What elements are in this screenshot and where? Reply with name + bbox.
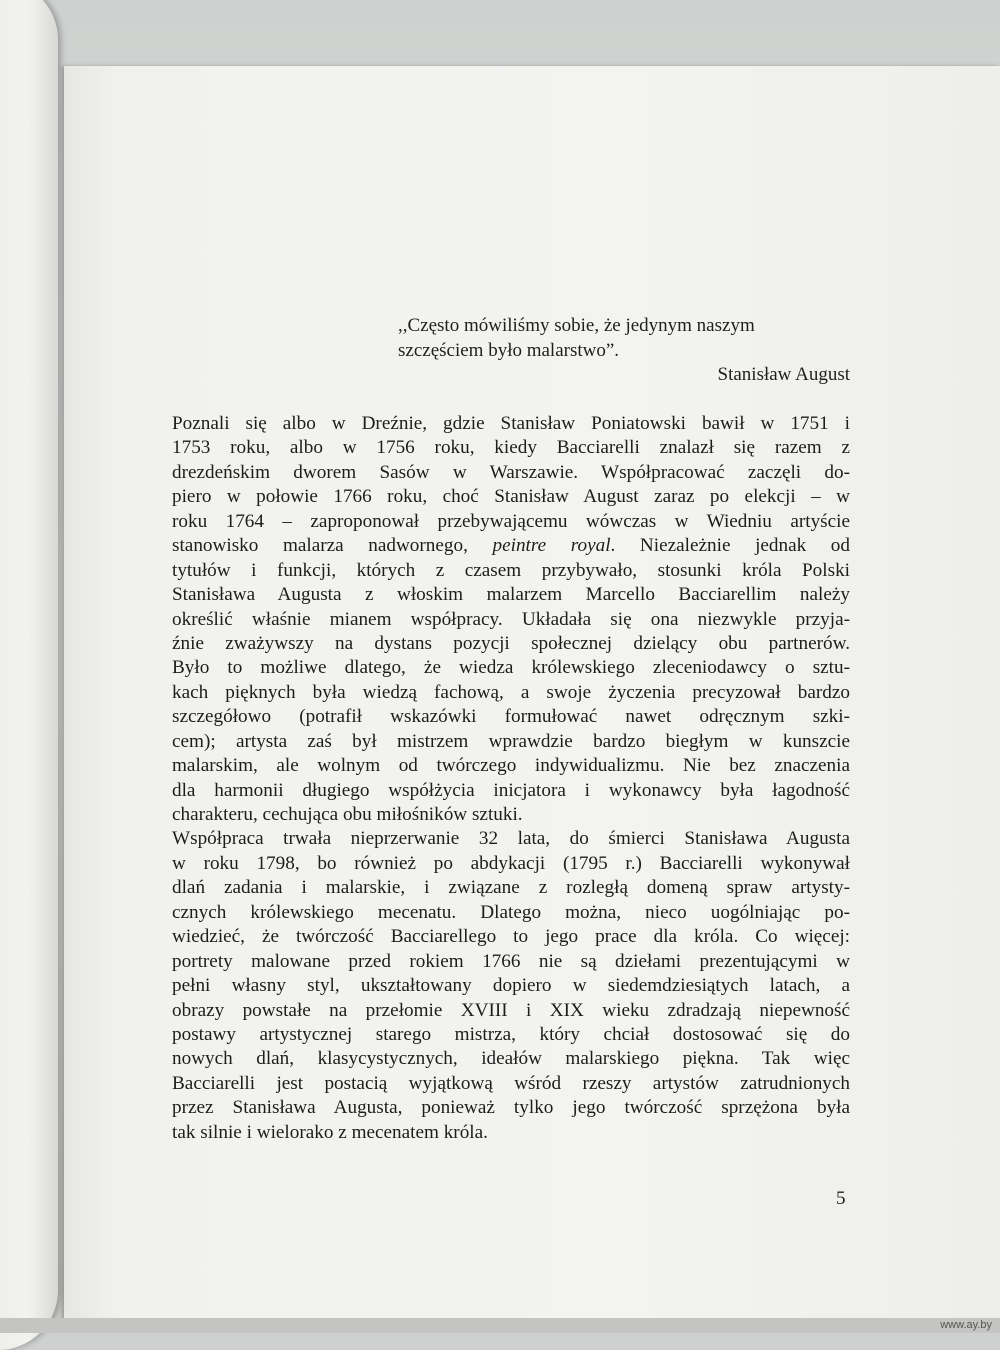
epigraph-line: szczęściem było malarstwo”. — [398, 339, 620, 361]
text-segment: stanowisko malarza nadwornego, — [172, 535, 468, 557]
text-line: tak silnie i wielorako z mecenatem króla. — [172, 1121, 488, 1143]
epigraph-author: Stanisław August — [717, 364, 850, 385]
text-line: malarskim, ale wolnym od twórczego indywidualizmu. Nie bez znaczenia — [172, 755, 850, 777]
epigraph-line: ,,Często mówiliśmy sobie, że jedynym naszym — [398, 315, 755, 336]
text-line: nowych dlań, klasycystycznych, ideałów malarskiego piękna. Tak więc — [172, 1048, 850, 1070]
text-line: obrazy powstałe na przełomie XVIII i XIX wieku zdradzają niepewność — [172, 999, 850, 1021]
italic-phrase: peintre royal — [492, 535, 611, 557]
text-line — [172, 534, 850, 558]
body-text — [172, 412, 850, 1145]
text-line: wiedzieć, że twórczość Bacciarellego to jego prace dla króla. Co więcej: — [172, 926, 850, 948]
text-line: Stanisława Augusta z włoskim malarzem Marcello Bacciarellim należy — [172, 584, 850, 606]
text-line: pełni własny styl, ukształtowany dopiero w siedemdziesiątych latach, a — [172, 975, 850, 997]
text-line: piero w połowie 1766 roku, choć Stanisław August zaraz po elekcji – w — [172, 486, 850, 508]
page-number: 5 — [836, 1188, 846, 1209]
text-line: portrety malowane przed rokiem 1766 nie są dziełami prezentującymi w — [172, 950, 850, 972]
table-surface — [0, 1318, 1000, 1333]
left-page-edge — [0, 0, 58, 1350]
text-line: Poznali się albo w Dreźnie, gdzie Stanisław Poniatowski bawił w 1751 i — [172, 413, 850, 434]
text-line: roku 1764 – zaproponował przebywającemu wówczas w Wiedniu artyście — [172, 510, 850, 532]
text-line: w roku 1798, bo również po abdykacji (1795 r.) Bacciarelli wykonywał — [172, 852, 850, 874]
text-line: kach pięknych była wiedzą fachową, a swoje życzenia precyzował bardzo — [172, 681, 850, 703]
text-line: dlań zadania i malarskie, i związane z rozległą domeną spraw artysty- — [172, 877, 850, 899]
text-line: szczegółowo (potrafił wskazówki formułować nawet odręcznym szki- — [172, 706, 850, 728]
text-line: Bacciarelli jest postacią wyjątkową wśród rzeszy artystów zatrudnionych — [172, 1072, 850, 1094]
watermark: www.ay.by — [940, 1319, 992, 1331]
text-line: przez Stanisława Augusta, ponieważ tylko jego twórczość sprzężona była — [172, 1097, 850, 1119]
text-line: określić właśnie mianem współpracy. Układała się ona niezwykle przyja- — [172, 608, 850, 630]
text-line: postawy artystycznej starego mistrza, który chciał dostosować się do — [172, 1023, 850, 1045]
text-segment: . Niezależnie jednak od — [610, 535, 850, 557]
text-line: dla harmonii długiego współżycia inicjatora i wykonawcy była łagodność — [172, 779, 850, 801]
text-line: źnie zważywszy na dystans pozycji społecznej dzielący obu partnerów. — [172, 632, 850, 654]
text-line: 1753 roku, albo w 1756 roku, kiedy Bacciarelli znalazł się razem z — [172, 437, 850, 459]
text-line: Było to możliwe dlatego, że wiedza królewskiego zleceniodawcy o sztu- — [172, 657, 850, 679]
text-line: charakteru, cechująca obu miłośników sztuki. — [172, 804, 523, 825]
text-line: Współpraca trwała nieprzerwanie 32 lata, do śmierci Stanisława Augusta — [172, 828, 850, 850]
text-line: drezdeńskim dworem Sasów w Warszawie. Współpracować zaczęli do- — [172, 461, 850, 483]
text-line: cem); artysta zaś był mistrzem wprawdzie bardzo biegłym w kunszcie — [172, 730, 850, 752]
text-line: tytułów i funkcji, których z czasem przybywało, stosunki króla Polski — [172, 559, 850, 581]
epigraph — [398, 314, 850, 388]
text-line: cznych królewskiego mecenatu. Dlatego można, nieco uogólniając po- — [172, 901, 850, 923]
